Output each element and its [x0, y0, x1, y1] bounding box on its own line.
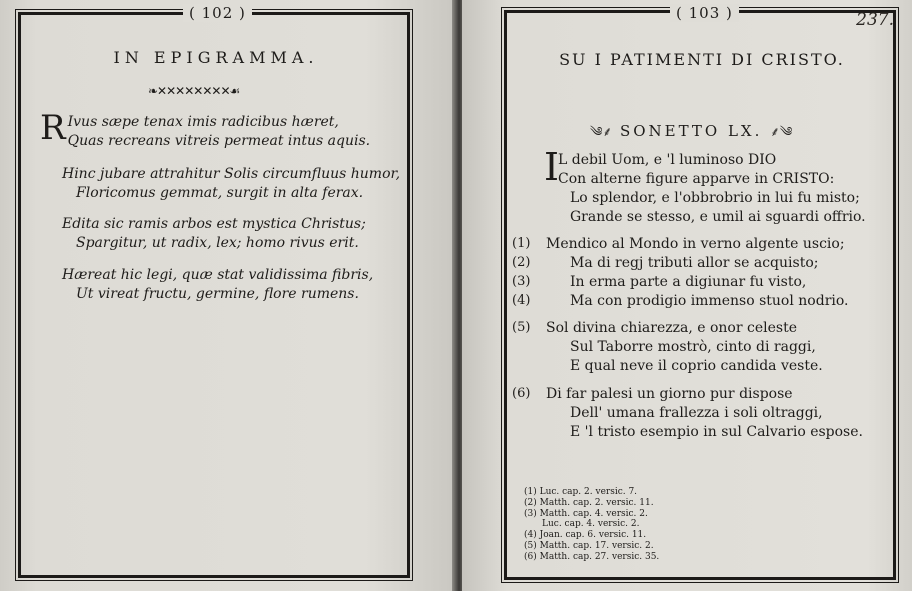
footnotes — [524, 487, 659, 563]
right-page-number: ( 103 ) — [670, 4, 739, 22]
verse-line: Lo splendor, e l'obbrobrio in lui fu misto; — [570, 190, 860, 206]
note-marker: (6) — [512, 386, 531, 401]
footnote: (2) Matth. cap. 2. versic. 11. — [524, 497, 654, 508]
sonnet-subtitle: SONETTO LX. — [619, 122, 763, 140]
verse-line: Ma con prodigio immenso stuol nodrio. — [570, 293, 849, 309]
verse-line: E qual neve il coprio candida veste. — [570, 358, 823, 374]
note-marker: (5) — [512, 320, 531, 335]
verse-line: E 'l tristo esempio in sul Calvario espose. — [570, 424, 863, 440]
right-page-title: SU I PATIMENTI DI CRISTO. — [559, 50, 845, 69]
verse-line: Ivus sæpe tenax imis radicibus hæret, — [67, 114, 339, 130]
note-marker: (3) — [512, 274, 531, 289]
verse-line: L debil Uom, e 'l luminoso DIO — [558, 152, 777, 168]
verse-line: Quas recreans vitreis permeat intus aquis. — [67, 133, 371, 149]
title-ornament: ❧✕✕✕✕✕✕✕✕☙ — [148, 84, 240, 98]
verse-line: Edita sic ramis arbos est mystica Christus; — [62, 216, 366, 232]
footnote: (1) Luc. cap. 2. versic. 7. — [524, 487, 638, 497]
verse-line: Con alterne figure apparve in CRISTO: — [558, 171, 835, 187]
right-page — [462, 0, 912, 591]
epigram-stanza-2 — [62, 165, 400, 203]
epigram-dropcap: R — [40, 108, 66, 148]
epigram-stanza-1 — [40, 108, 371, 151]
verse-line: Hinc jubare attrahitur Solis circumfluus humor, — [62, 166, 401, 182]
verse-line: Sul Taborre mostrò, cinto di raggi, — [570, 339, 816, 355]
footnote: Luc. cap. 4. versic. 2. — [542, 519, 640, 530]
note-marker: (4) — [512, 293, 531, 308]
epigram-stanza-3 — [62, 215, 366, 253]
note-marker: (1) — [512, 236, 531, 251]
sonnet-heading — [590, 117, 792, 154]
verse-line: Sol divina chiarezza, e onor celeste — [546, 320, 797, 336]
ornament-right-icon: ⸙༄ — [770, 125, 793, 140]
footnote: (4) Joan. cap. 6. versic. 11. — [524, 530, 647, 541]
note-marker: (2) — [512, 255, 531, 270]
handwritten-folio-number: 237. — [856, 10, 894, 30]
footnote: (3) Matth. cap. 4. versic. 2. — [524, 508, 648, 519]
footnote: (5) Matth. cap. 17. versic. 2. — [524, 540, 654, 551]
ornament-left-icon: ༄⸙ — [590, 125, 613, 140]
verse-line: Ma di regj tributi allor se acquisto; — [570, 255, 819, 271]
left-page-title: IN EPIGRAMMA. — [113, 48, 319, 67]
footnote: (6) Matth. cap. 27. versic. 35. — [524, 551, 660, 562]
left-page-number: ( 102 ) — [183, 4, 252, 22]
verse-line: Spargitur, ut radix, lex; homo rivus erit. — [76, 235, 359, 251]
verse-line: Floricomus gemmat, surgit in alta ferax. — [76, 185, 364, 201]
verse-line: Hæreat hic legi, quæ stat validissima fibris, — [62, 267, 374, 283]
verse-line: Mendico al Mondo in verno algente uscio; — [546, 236, 845, 252]
verse-line: Grande se stesso, e umil ai sguardi offrio. — [570, 209, 866, 225]
verse-line: Ut vireat fructu, germine, flore rumens. — [76, 286, 359, 302]
verse-line: Di far palesi un giorno pur dispose — [546, 386, 793, 402]
verse-line: In erma parte a digiunar fu visto, — [570, 274, 807, 290]
verse-line: Dell' umana frallezza i soli oltraggi, — [570, 405, 823, 421]
sonnet-dropcap: I — [544, 145, 560, 189]
epigram-stanza-4 — [62, 266, 373, 304]
